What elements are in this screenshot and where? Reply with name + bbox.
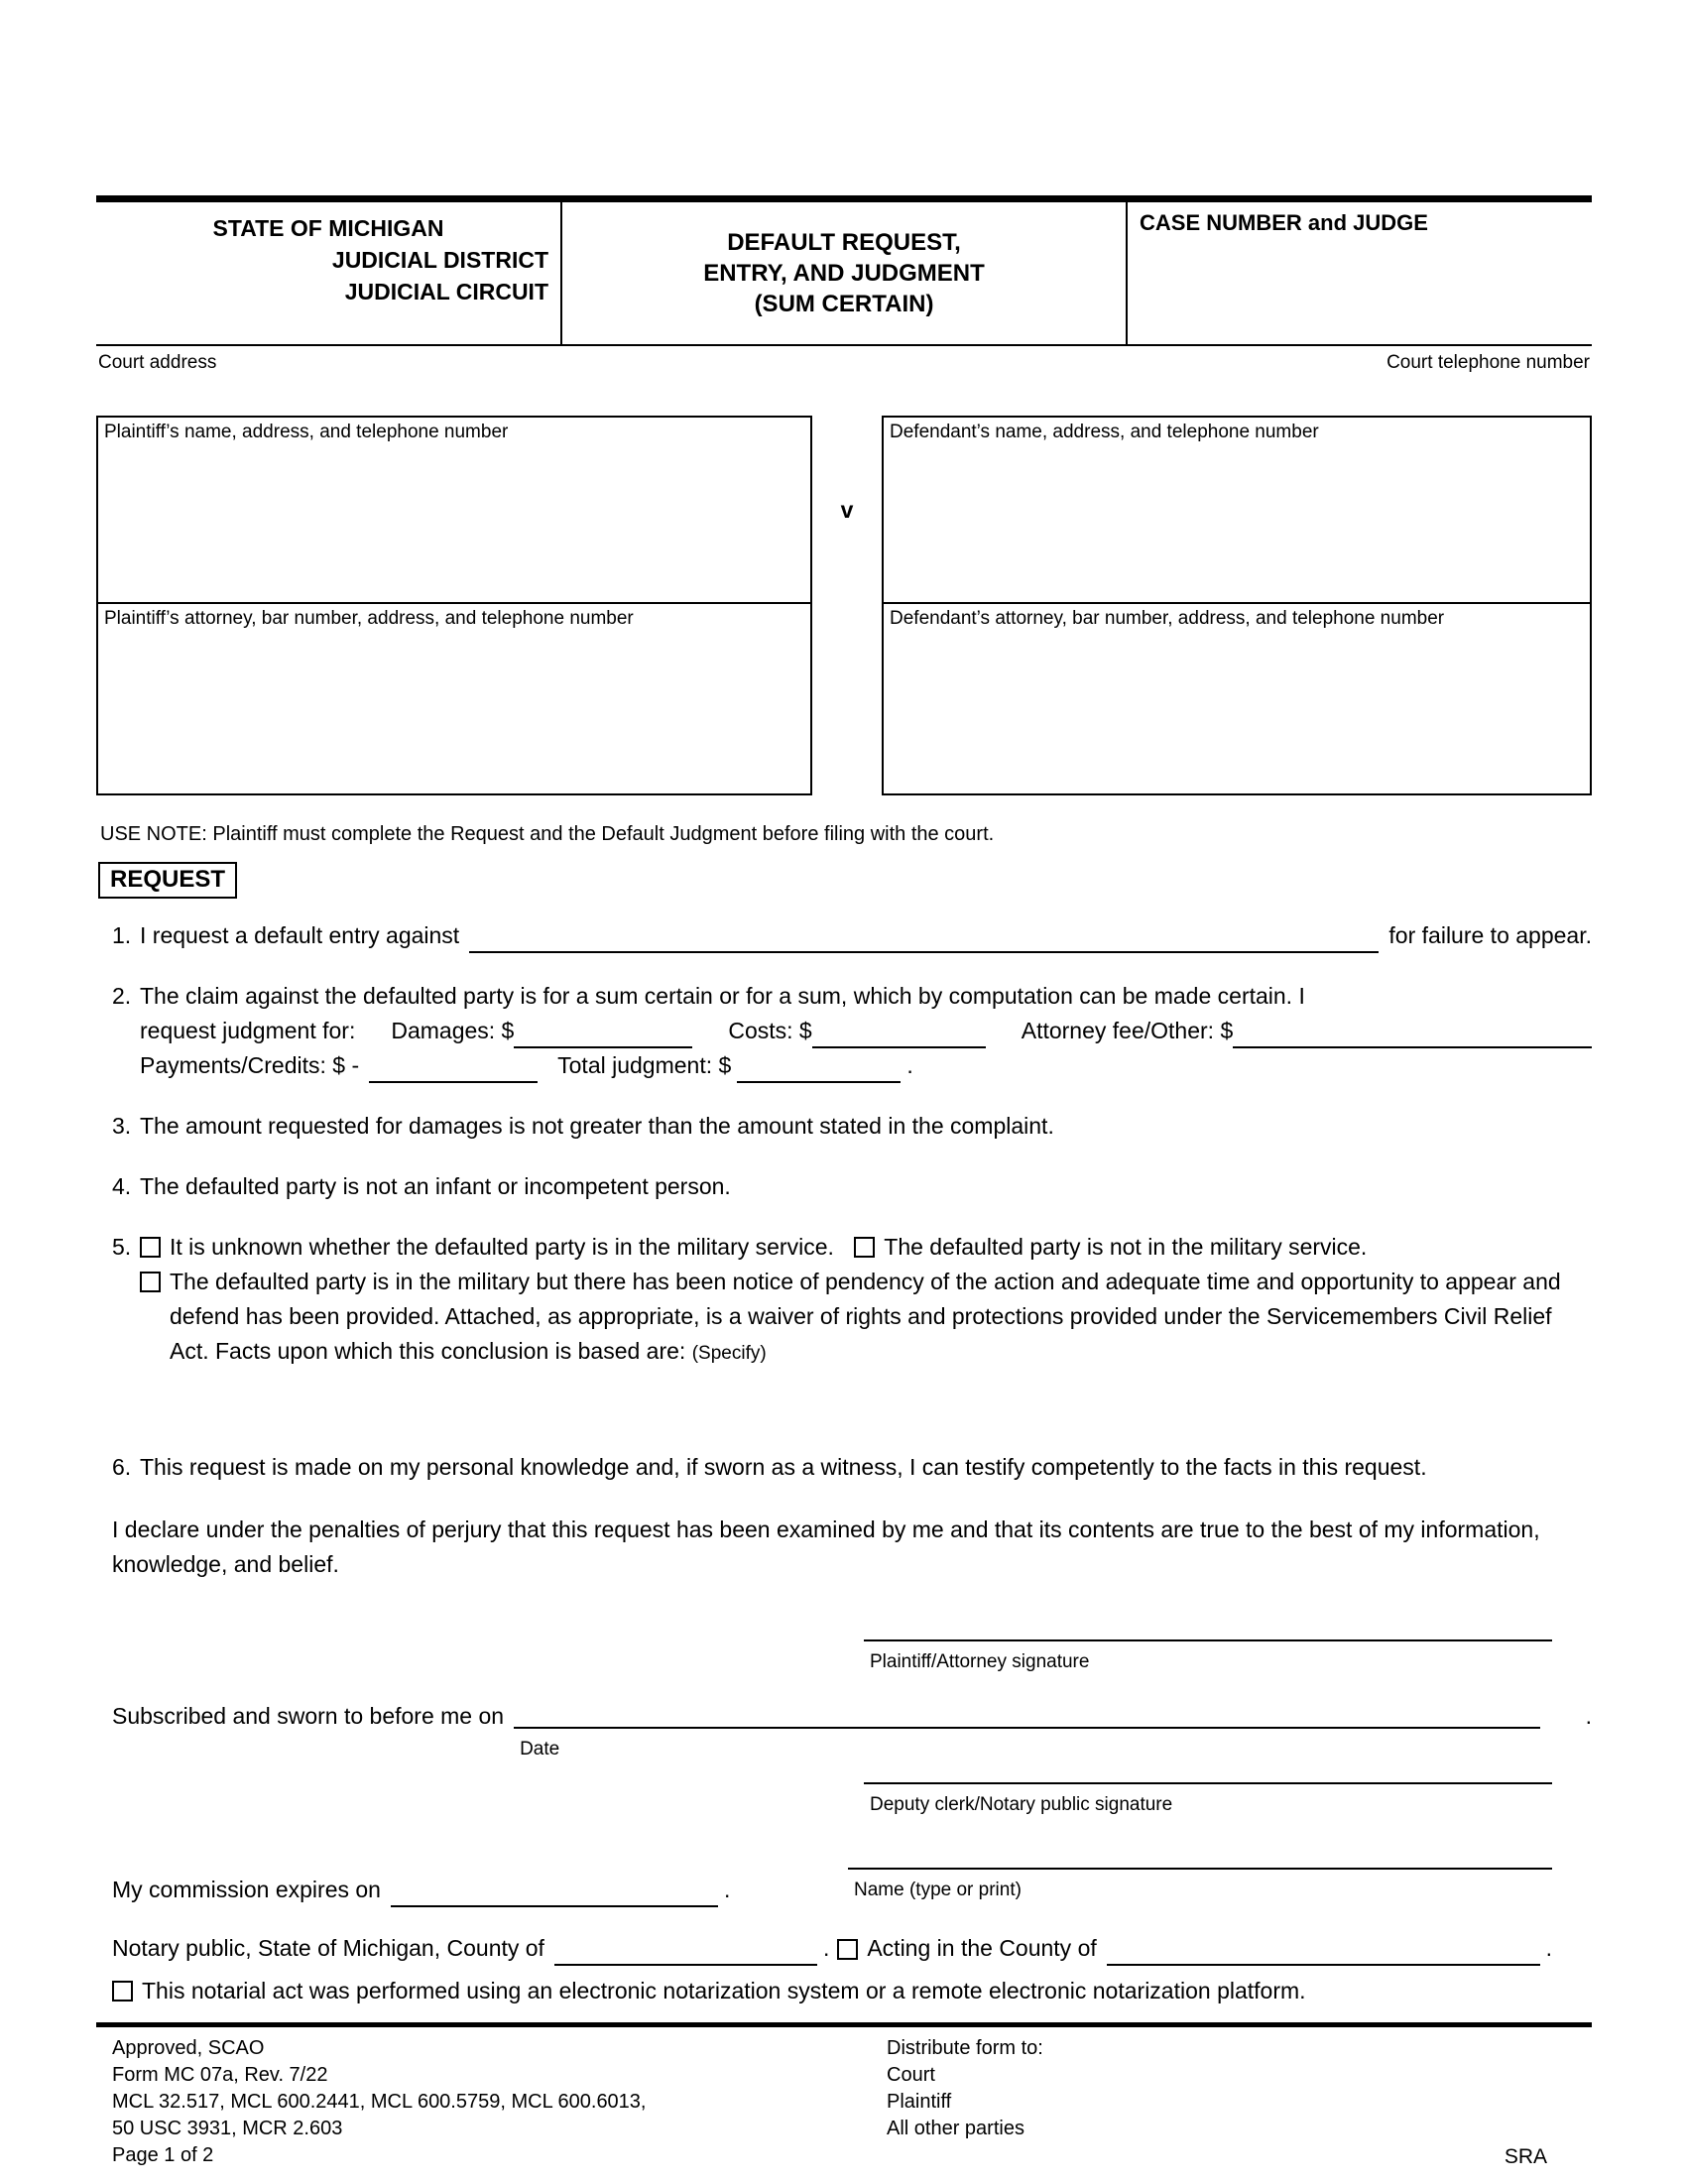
item-2 [112,979,1592,1014]
distribute-title: Distribute form to: [887,2037,1043,2059]
total-judgment-field[interactable] [737,1055,901,1083]
notary-county-field[interactable] [554,1938,817,1966]
item-4-text: The defaulted party is not an infant or incompetent person. [140,1173,731,1199]
form-number: Form MC 07a, Rev. 7/22 [112,2064,328,2086]
item-6-text: This request is made on my personal knowledge and, if sworn as a witness, I can testify competently to the facts in this request. [140,1454,1427,1480]
plaintiff-name-label: Plaintiff’s name, address, and telephone number [104,422,509,442]
plaintiff-attorney-label: Plaintiff’s attorney, bar number, address, and telephone number [104,608,634,629]
damages-field[interactable] [514,1021,692,1048]
item-2-line1: The claim against the defaulted party is for a sum certain or for a sum, which by computation can be made certain. I [140,983,1305,1009]
plaintiff-signature-block [864,1639,1552,1679]
request-section-title: REQUEST [98,862,237,899]
request-items [96,918,1592,2008]
default-entry-against-field[interactable] [469,925,1379,953]
military-unknown-checkbox[interactable] [140,1237,161,1258]
item-1-tail: for failure to appear. [1388,922,1592,948]
footer-citations [96,2035,887,2184]
payments-credits-label: Payments/Credits: $ - [140,1052,360,1078]
notary-name-field[interactable] [848,1840,1552,1870]
form-footer [96,2022,1592,2184]
item-2-number: 2. [112,983,132,1009]
notary-name-col [848,1840,1552,1907]
state-title: STATE OF MICHIGAN [212,215,444,241]
sworn-date-field[interactable] [514,1699,1540,1729]
sworn-row [112,1699,1592,1766]
form-title-line1: DEFAULT REQUEST, [727,229,961,256]
page-number: Page 1 of 2 [112,2144,214,2166]
military-waiver-text: The defaulted party is in the military but there has been notice of pendency of the action and adequate time and opportunity to appear and defend has been provided. Attached, as appropriate, is a waiver of rights and protections provided under the Servicemembers Civil Relief Act. Facts upon which this conclusion is based are: [170,1269,1561,1364]
form-title [560,202,1128,344]
item-1-text: I request a default entry against [140,922,460,948]
case-number-label: CASE NUMBER and JUDGE [1140,210,1428,235]
commission-row [112,1840,1592,1907]
distribute-court: Court [887,2064,935,2086]
sworn-label: Subscribed and sworn to before me on [112,1703,505,1729]
item-4 [112,1169,1592,1204]
distribute-plaintiff: Plaintiff [887,2091,952,2113]
payments-credits-field[interactable] [369,1055,538,1083]
defendant-name-box[interactable] [882,416,1592,604]
perjury-declaration: I declare under the penalties of perjury that this request has been examined by me and that its contents are true to the best of my information, knowledge, and belief. [112,1517,1540,1577]
date-label: Date [520,1739,560,1759]
item-6 [112,1450,1592,1485]
judicial-circuit-label: JUDICIAL CIRCUIT [344,279,548,304]
item-1 [112,918,1592,953]
electronic-notarization-checkbox[interactable] [112,1981,133,2002]
form-title-line2: ENTRY, AND JUDGMENT [703,260,985,287]
notary-county-period: . [822,1935,830,1961]
acting-county-period: . [1545,1935,1552,1961]
acting-county-checkbox[interactable] [837,1939,858,1960]
item-3-text: The amount requested for damages is not greater than the amount stated in the complaint. [140,1113,1054,1139]
notary-name-label: Name (type or print) [854,1880,1022,1900]
court-info-row [96,346,1592,374]
item-5-number: 5. [112,1234,132,1260]
military-not-checkbox[interactable] [854,1237,875,1258]
acting-county-label: Acting in the County of [867,1935,1097,1961]
item-3 [112,1109,1592,1144]
distribute-other-parties: All other parties [887,2118,1024,2139]
sworn-date-col [514,1699,1540,1766]
court-name-block [96,202,560,344]
sworn-period: . [1585,1703,1592,1729]
form-title-line3: (SUM CERTAIN) [754,291,934,317]
commission-expires-field[interactable] [391,1880,718,1907]
item-2-amounts-row [140,1014,1592,1048]
costs-field[interactable] [812,1021,986,1048]
specify-label: (Specify) [691,1343,767,1364]
defendant-name-label: Defendant’s name, address, and telephone number [890,422,1319,442]
deputy-clerk-signature-block [864,1782,1552,1822]
plaintiff-attorney-box[interactable] [96,602,812,795]
case-number-cell[interactable] [1128,202,1592,344]
acting-county-field[interactable] [1107,1938,1540,1966]
distribute-block [887,2035,1592,2184]
item-6-number: 6. [112,1454,132,1480]
notary-county-label: Notary public, State of Michigan, County of [112,1935,544,1961]
item-5-military-waiver [140,1265,1592,1371]
damages-label: Damages: $ [391,1018,515,1043]
approved-scao: Approved, SCAO [112,2037,265,2059]
item-2-period: . [906,1052,913,1078]
item-4-number: 4. [112,1173,132,1199]
electronic-notarization-row [112,1974,1592,2008]
item-3-number: 3. [112,1113,132,1139]
commission-group [112,1840,779,1907]
plaintiff-name-box[interactable] [96,416,812,604]
grid-spacer [812,604,882,795]
deputy-clerk-signature-label: Deputy clerk/Notary public signature [870,1794,1173,1815]
item-5 [112,1230,1592,1265]
plaintiff-attorney-signature-label: Plaintiff/Attorney signature [870,1651,1090,1672]
military-not-label: The defaulted party is not in the military service. [884,1234,1368,1260]
court-phone-label: Court telephone number [1386,352,1590,373]
versus-cell [812,416,882,604]
commission-label: My commission expires on [112,1877,381,1902]
defendant-attorney-label: Defendant’s attorney, bar number, address, and telephone number [890,608,1445,629]
attorney-fee-label: Attorney fee/Other: $ [1021,1018,1234,1043]
attorney-fee-field[interactable] [1233,1021,1592,1048]
usc-citation: 50 USC 3931, MCR 2.603 [112,2118,343,2139]
versus-label: v [840,496,854,523]
form-header [96,195,1592,346]
mcl-citations: MCL 32.517, MCL 600.2441, MCL 600.5759, MCL 600.6013, [112,2091,647,2113]
costs-label: Costs: $ [728,1018,812,1043]
notary-county-row [112,1931,1592,1966]
use-note: USE NOTE: Plaintiff must complete the Request and the Default Judgment before filing with the court. [100,823,995,845]
electronic-notarization-label: This notarial act was performed using an electronic notarization system or a remote electronic notarization platform. [142,1978,1306,2003]
military-unknown-label: It is unknown whether the defaulted party is in the military service. [170,1234,834,1260]
judicial-district-label: JUDICIAL DISTRICT [331,247,548,273]
item-1-number: 1. [112,922,132,948]
party-grid [96,416,1592,795]
commission-period: . [723,1877,731,1902]
defendant-attorney-box[interactable] [882,602,1592,795]
form-sheet [96,195,1592,2184]
military-in-service-checkbox[interactable] [140,1272,161,1292]
total-judgment-label: Total judgment: $ [557,1052,732,1078]
court-address-label: Court address [98,352,217,373]
sra-tag: SRA [1504,2145,1547,2168]
judgment-for-label: request judgment for: [140,1018,356,1043]
item-2-totals-row [140,1048,1592,1083]
